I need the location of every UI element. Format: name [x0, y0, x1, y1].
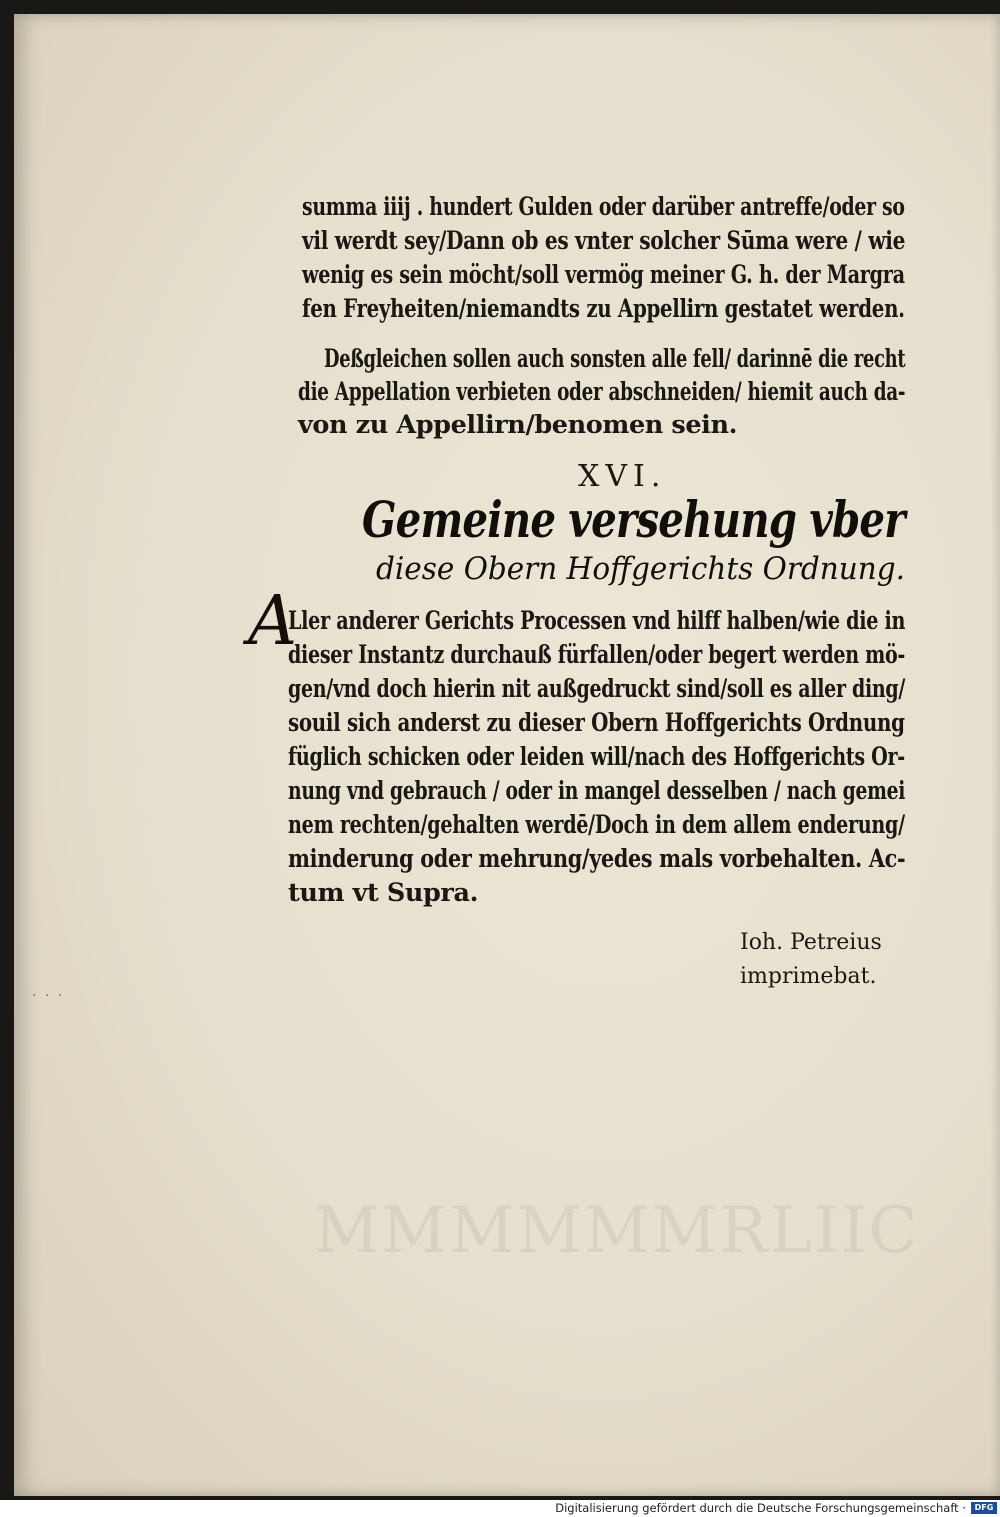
section-number: XVI.	[578, 459, 667, 494]
dfg-logo-icon: DFG	[971, 1502, 997, 1514]
text-line: die Appellation verbieten oder abschneiden/ hiemit auch da-	[298, 377, 906, 407]
text-line: Ller anderer Gerichts Processen vnd hilff halben/wie die in	[288, 606, 906, 636]
text-line: nem rechten/gehalten werdē/Doch in dem allem enderung/	[288, 810, 905, 840]
footer-bar	[0, 1500, 1000, 1517]
text-line: nung vnd gebrauch / oder in mangel desselben / nach gemei	[288, 776, 906, 806]
section-heading: Gemeine versehung vber	[362, 490, 905, 549]
footer-credit: Digitalisierung gefördert durch die Deutsche Forschungsgemeinschaft ·	[555, 1501, 966, 1515]
text-line: minderung oder mehrung/yedes mals vorbehalten. Ac-	[288, 844, 906, 874]
book-page	[14, 14, 1000, 1496]
text-line: vil werdt sey/Dann ob es vnter solcher Sūma were / wie	[302, 226, 906, 256]
text-line: Deßgleichen sollen auch sonsten alle fell/ darinnē die recht	[324, 344, 906, 374]
text-line: von zu Appellirn/benomen sein.	[298, 410, 738, 440]
text-line: füglich schicken oder leiden will/nach des Hoffgerichts Or-	[288, 742, 905, 772]
text-line: wenig es sein möcht/soll vermög meiner G. h. der Margra	[302, 260, 905, 290]
initial-letter: A	[248, 582, 298, 661]
text-line: summa iiij . hundert Gulden oder darüber antreffe/oder so	[302, 192, 905, 222]
text-line: tum vt Supra.	[288, 878, 479, 908]
gutter-marks: · · ·	[32, 988, 65, 1004]
printer-name: Ioh. Petreius	[740, 930, 882, 955]
show-through-text: MMMMMMRLIIC	[314, 1194, 920, 1268]
text-line: dieser Instantz durchauß fürfallen/oder begert werden mö-	[288, 640, 906, 670]
text-line: souil sich anderst zu dieser Obern Hoffgerichts Ordnung	[288, 708, 905, 738]
section-subheading: diese Obern Hoffgerichts Ordnung.	[376, 551, 906, 587]
printer-note: imprimebat.	[740, 964, 877, 989]
text-line: fen Freyheiten/niemandts zu Appellirn gestatet werden.	[302, 294, 905, 324]
text-line: gen/vnd doch hierin nit außgedruckt sind/soll es aller ding/	[288, 674, 906, 704]
